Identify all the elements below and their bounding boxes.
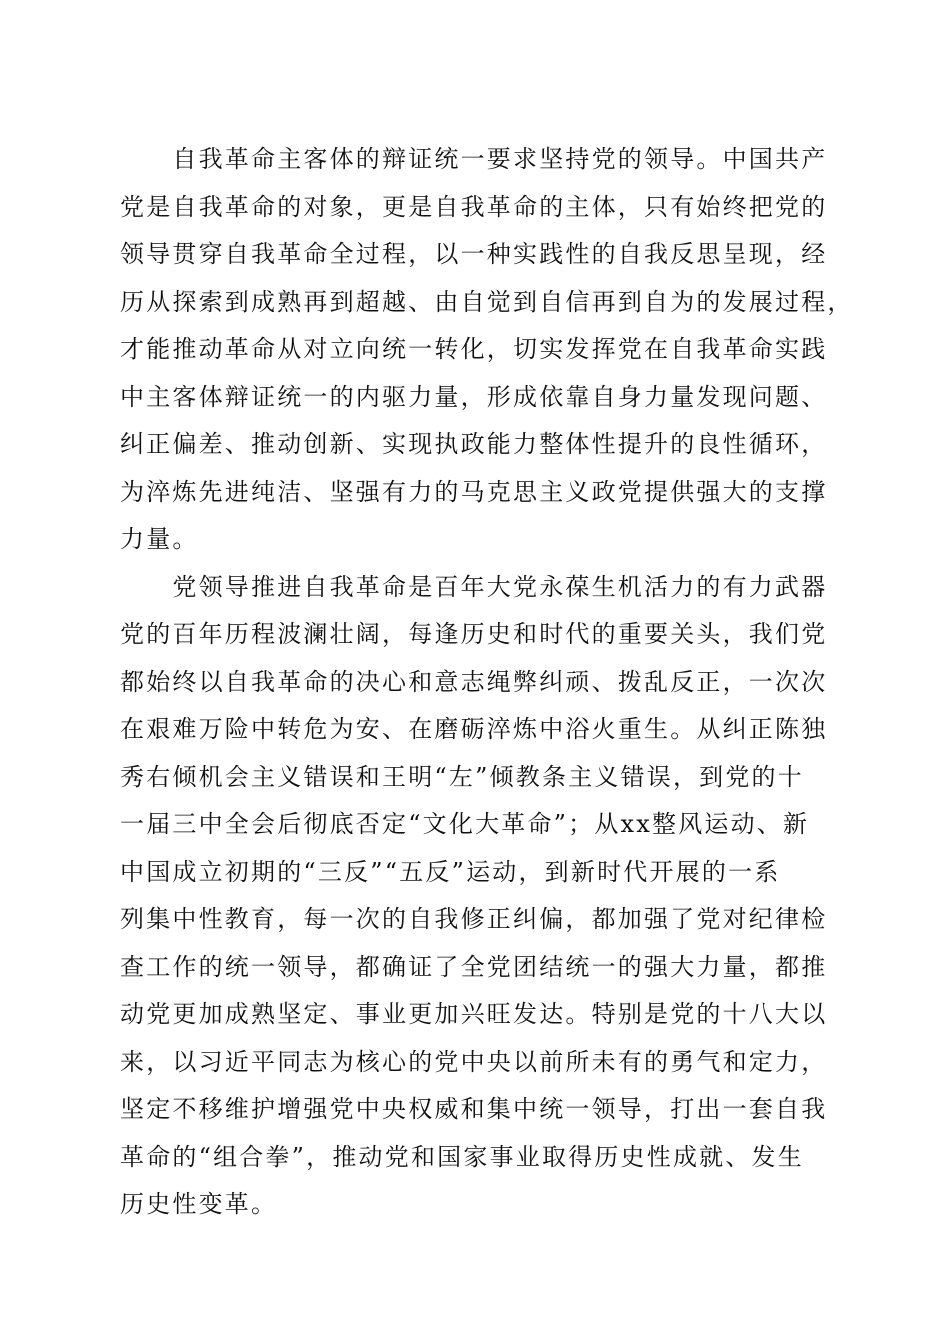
text-line: 纠正偏差、推动创新、实现执政能力整体性提升的良性循环， — [120, 430, 828, 458]
text-line: 秀右倾机会主义错误和王明“左”倾教条主义错误，到党的十 — [120, 762, 804, 791]
text-line: 才能推动革命从对立向统一转化，切实发挥党在自我革命实践 — [120, 335, 828, 363]
text-line: 历从探索到成熟再到超越、由自觉到自信再到自为的发展过程， — [120, 287, 854, 316]
text-line: 历史性变革。 — [120, 1190, 278, 1218]
text-line: 坚定不移维护增强党中央权威和集中统一领导，打出一套自我 — [120, 1095, 828, 1123]
text-line: 革命的“组合拳”，推动党和国家事业取得历史性成就、发生 — [120, 1142, 804, 1171]
text-line: 中国成立初期的“三反”“五反”运动，到新时代开展的一系 — [120, 857, 781, 886]
text-line: 自我革命主客体的辩证统一要求坚持党的领导。中国共产 — [120, 145, 828, 173]
text-line: 一届三中全会后彻底否定“文化大革命”；从xx整风运动、新 — [120, 810, 810, 838]
text-line: 来，以习近平同志为核心的党中央以前所未有的勇气和定力， — [120, 1047, 828, 1076]
text-line: 都始终以自我革命的决心和意志绳弊纠顽、拨乱反正，一次次 — [120, 667, 828, 696]
text-line: 党领导推进自我革命是百年大党永葆生机活力的有力武器 — [120, 572, 828, 601]
text-line: 为淬炼先进纯洁、坚强有力的马克思主义政党提供强大的支撑 — [120, 477, 828, 506]
paragraph-1 — [120, 136, 854, 564]
text-line: 中主客体辩证统一的内驱力量，形成依靠自身力量发现问题、 — [120, 382, 828, 411]
text-line: 查工作的统一领导，都确证了全党团结统一的强大力量，都推 — [120, 952, 828, 981]
paragraph-2 — [120, 564, 832, 1229]
text-line: 党是自我革命的对象，更是自我革命的主体，只有始终把党的 — [120, 192, 828, 221]
text-line: 动党更加成熟坚定、事业更加兴旺发达。特别是党的十八大以 — [120, 1000, 828, 1028]
text-line: 在艰难万险中转危为安、在磨砺淬炼中浴火重生。从纠正陈独 — [120, 715, 828, 743]
text-line: 领导贯穿自我革命全过程，以一种实践性的自我反思呈现，经 — [120, 240, 828, 268]
document-body — [120, 136, 854, 1229]
text-line: 力量。 — [120, 525, 199, 553]
text-line: 党的百年历程波澜壮阔，每逢历史和时代的重要关头，我们党 — [120, 620, 828, 648]
text-line: 列集中性教育，每一次的自我修正纠偏，都加强了党对纪律检 — [120, 905, 828, 933]
